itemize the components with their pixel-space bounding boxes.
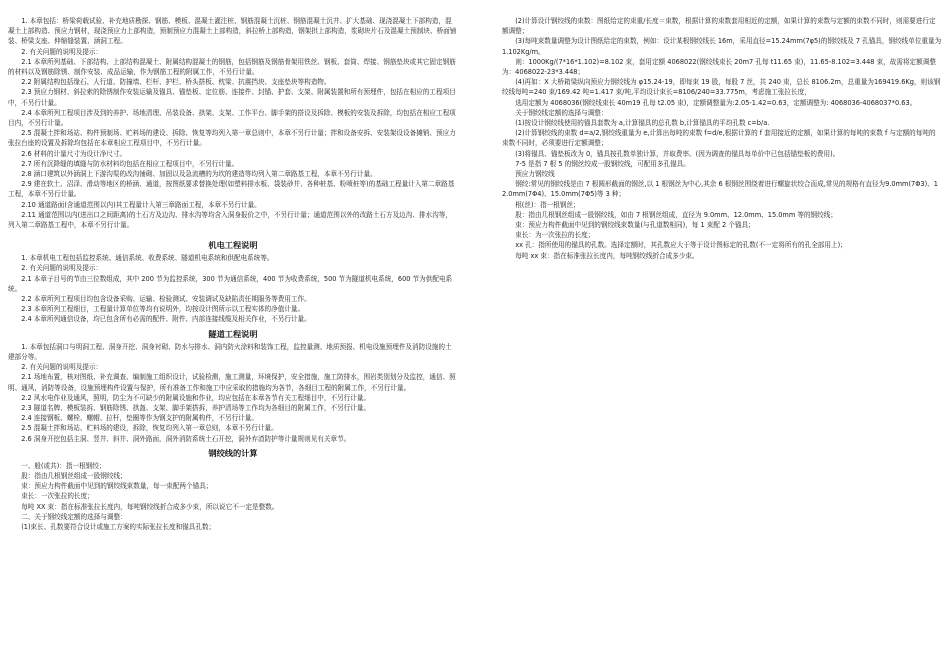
paragraph: 1. 本章包括洞口与明洞工程、洞身开挖、洞身衬砌、防水与排水、洞内防火涂料和装饰工程，监控量测、地质预报、机电设施预埋件及消防设施的土建部分等。	[8, 342, 452, 361]
paragraph: 2.6 洞身开挖包括主洞、竖井、斜井、洞外路面，洞外消防系统土石开挖，洞外弃渣防护等计量规则见有关章节。	[21, 434, 351, 443]
paragraph: 2.5 混凝土拌和场站、贮料场的建设，拆除，恢复均列入第一章总则，本章不另行计量。	[21, 424, 278, 433]
paragraph: (1)按设计钢绞线使用的锚具套数为 a,计算锚具的总孔数 b,计算锚具的平均孔数 c=b/a.	[515, 119, 770, 128]
paragraph: 2.5 混凝土拌和场站、构件预制场、贮料场的建设、拆除、恢复等均列入第一章总则中，本章不另行计量；拌和设备安拆、安装架设设备摊销、预应力张拉台座的设置及拆除均包括在本章相应工程项目中，不另行计量。	[8, 129, 456, 148]
paragraph: 2.2 风水电作业及通风，照明，防尘为不可缺少的附属设施和作业，均应包括在本章各节有关工程细目中，不另行计量。	[21, 393, 371, 402]
paragraph: 2.4 连接钢板、螺栓、螺帽、拉杆，垫圈等作为钢支护的附属构件，不另行计量。	[21, 414, 258, 423]
spacer	[8, 230, 458, 236]
paragraph: 2.1 本章子目号的节由三位数组成，其中 200 节为监控系统，300 节为通信系统，400 节为收费系统，500 节为隧道机电系统，600 节为供配电系统。	[8, 274, 453, 293]
paragraph: 2.8 涵口建筑以外涵洞上下游沟渠的改沟铺砌、加固以及急流槽的为坎的建造等均列入第二章路基工程，本章不另行计量。	[21, 170, 377, 179]
strand-notes	[8, 461, 458, 532]
paragraph: (3)每吨束数量调整为设计图纸给定的束数，例如：设计某根钢绞线长 16m，采用直径=15.24mm(7φ5)的钢绞线及 7 孔锚具，钢绞线单位重量为 1.102Kg/m。	[502, 37, 942, 56]
paragraph: 2.1 本章所列基础、下部结构、上部结构混凝土、附属结构混凝土的钢筋，包括钢筋及钢筋骨架用铁丝、钢板、套筒、焊接、钢筋垫块或其它固定钢筋的材料以及钢筋除锈、制作安装、成品运输，作为钢筋工程的附属工作，不另行计量。	[8, 57, 456, 77]
section-heading-tunnel: 隧道工程说明	[208, 328, 258, 339]
paragraph: 预应力钢绞线	[515, 170, 555, 179]
left-column	[8, 16, 458, 532]
paragraph: 7-5 是指 7 根 5 的钢丝绞成一股钢绞线，可配用多孔锚具。	[515, 159, 690, 168]
section-heading-mech: 机电工程说明	[208, 240, 258, 251]
paragraph: 1. 本章包括：桥梁荷载试验、补充地质勘探、钢筋、模板、混凝土灌注桩、钢筋混凝土沉桩、钢筋混凝土沉井、扩大基础、现浇混凝土下部构造，混凝土上部构造、预应力钢材，现浇预应力上部构造，预制预应力混凝土上部构造，斜拉桥上部构造，钢架拱上部构造，浆砌块片石及混凝土预制块、桥面铺装、桥梁支座、伸缩缝装置、涵洞工程。	[8, 17, 457, 46]
paragraph: (1)束长、孔数要符合设计或施工方案的实际张拉长度和锚具孔数；	[21, 522, 216, 531]
paragraph: 钢绞:常见的钢绞线是由 7 根圆形截面的钢丝,以 1 根钢丝为中心,其余 6 根钢丝围绕着进行螺旋状绞合而成,常见的规格有直径为9.0mm(7Φ3)、12.0mm(7Φ4)、15.0mm(7Φ5)等 3 种；	[502, 180, 938, 199]
paragraph: 2.2 本章所列工程项目均包含设备采购、运输、检验测试、安装调试及缺陷责任期服务等费用工作。	[21, 295, 311, 304]
paragraph: 关于钢绞线定额的选择与调整：	[515, 108, 608, 117]
paragraph: 则：1000Kg/(7*16*1.102)=8.102 束，套用定额 4068022(钢绞线束长 20m7 孔每 t11.65 束)，11.65-8.102=3.448 束，故需将定额调整为：4068022-23*3.448；	[502, 57, 936, 77]
tunnel-notes	[8, 342, 458, 444]
section-heading-strand: 钢绞线的计算	[208, 447, 258, 458]
paragraph: 根(丝)：指一根钢丝；	[515, 200, 580, 209]
paragraph: 一、般(或共)：指一根钢绞；	[21, 461, 106, 470]
paragraph: 束：预应力构件截面中见到的钢绞线束数量，每一束配两个锚具；	[21, 482, 213, 491]
paragraph: (2)计算钢绞线的束数 d=a/2,钢绞线重量为 e,计算出每吨的束数 f=d/e,根据计算的 f 套用接近的定额，如果计算的每吨的束数 f 与定额的每吨的束数不同时，必须要进行定额调整；	[502, 129, 936, 148]
paragraph: (2)计算设计钢绞线的束数：图纸给定的束重/长度＝束数，根据计算的束数套用相近的定额，如果计算的束数与定额的束数不同时，则需要进行定额调整；	[502, 17, 936, 36]
paragraph: 1. 本章机电工程包括监控系统、通信系统、收费系统、隧道机电系统和供配电系统等。	[21, 254, 274, 263]
paragraph: 2.10 通道路面(含通道范围以内)其工程量计入第三章路面工程，本章不另行计量。	[21, 200, 261, 209]
paragraph: 2.2 附属结构包括缘石、人行道、防撞墙、栏杆、护栏、桥头搭板、枕梁、抗震挡块、支座垫块等构造物。	[21, 78, 331, 87]
civil-works-notes	[8, 16, 458, 230]
paragraph: 2.6 材料的计量尺寸为设计净尺寸。	[21, 149, 127, 158]
paragraph: 2. 有关问题的说明及提示：	[21, 363, 103, 372]
paragraph: 2. 有关问题的说明及提示：	[21, 264, 103, 273]
paragraph: 2.4 本章所列通信设备，均已包含所有必需的配件、附件、内部连接线缆及相关作业，不另行计量。	[21, 315, 311, 324]
paragraph: 二、关于钢绞线定额的选择与调整：	[21, 512, 127, 521]
paragraph: 束长：为一次张拉的长度；	[515, 231, 595, 240]
paragraph: 2.3 本章所列工程细目，工程量计算单位等均有说明外，均按设计图所示以工程实体的净值计量。	[21, 305, 305, 314]
paragraph: 每吨 XX 束：指在标准张拉长度内，每吨钢绞线折合成多少束，所以说它不一定是整数。	[21, 502, 279, 511]
right-column	[502, 16, 942, 261]
paragraph: 2.3 隧道名牌、模板装拆、钢筋除锈、拱盔、支架、脚手架搭拆，养护清场等工作均为各细目的附属工作，不另行计量。	[21, 403, 371, 412]
paragraph: 股：指由几根钢丝组成一股钢绞线，如由 7 根钢丝组成，直径为 9.0mm、12.0mm、15.0mm 等的钢绞线；	[515, 210, 837, 219]
paragraph: 2.3 预应力钢材、斜拉索的除锈制作安装运输及锚具、锚垫板、定位筋、连接件、封锚、护套、支架、附属装置和所有预埋件，包括在相应的工程项目中，不另行计量。	[8, 88, 456, 107]
paragraph: 束长：一次张拉的长度；	[21, 492, 94, 501]
strand-calculation-notes	[502, 16, 942, 261]
paragraph: 选用定额为 4068036(钢绞线束长 40m19 孔每 t2.05 束)，定额调整量为:2.05-1.42=0.63，定额调整为: 4068036-4068037*0.63。	[515, 98, 917, 107]
paragraph: 2.1 场地布置，核对图纸、补充调查、编制施工组织设计，试验检测，施工测量，环境保护，安全措施，施工防排水，围岩类别划分及监控，通信、照明、通风，消防等设备，设施预埋构件设置与保护，所有准备工作和施工中应采取的措施均为各节，各细目工程的附属工作，不另行计量。	[8, 373, 456, 392]
paragraph: 2.4 本章所列工程项目涉及到的养护、场地清理、吊装设备、拱架、支架、工作平台、脚手架的搭设及拆除、模板的安装及拆除，均包括在相应工程项目内，不另行计量。	[8, 108, 456, 128]
paragraph: (3)将锚具、锚垫板改为 0，锚具按孔数单独计算，并取费率。(因为调查的锚具每单价中已包括锚垫板的费用)。	[515, 149, 840, 158]
paragraph: 股：指由几根钢丝组成一股钢绞线；	[21, 471, 127, 480]
paragraph: 每吨 xx 束：指在标准张拉长度内，每吨钢绞线折合成多少束。	[515, 251, 699, 260]
paragraph: 2.9 建在软土、沼泽、滑动等地区的桥涵、通道，按图纸要求替换处理(如塑料排水板、袋装砂井、各种桩基、粉喷桩等)的基础工程量计入第二章路基工程，本章不另行计量。	[8, 180, 455, 199]
paragraph: 2.7 所有沉降缝的填缝与防水材料均包括在相应工程项目中，不另行计量。	[21, 159, 239, 168]
paragraph: (4)再如：X 大桥箱梁纵向预应力钢绞线为 φ15.24-19，即每束 19 股，每股 7 丝，共 240 束，总长 8106.2m，总重量为169419.6Kg，则该钢绞线每吨=240 束/169.42 吨=1.417 束/吨,平均设计束长=8106/240=33.775m，考虑施工张拉长度，	[502, 78, 941, 97]
paragraph: xx 孔：指所使用的锚具的孔数。选择定额时，其孔数应大于等于设计图标定的孔数(不一定将所有的孔全部用上)；	[515, 241, 847, 250]
paragraph: 2. 有关问题的说明及提示：	[21, 47, 103, 56]
paragraph: 2.11 通道范围以内(进出口之间距离)的土石方及边沟、排水沟等均含入洞身报价之中，不另行计量；通道范围以外的改路土石方及边沟、排水沟等，列入第二章路基工程中，本章不另行计量。	[8, 210, 452, 230]
mech-notes	[8, 253, 458, 324]
paragraph: 束：预应力构件截面中见到的钢绞线束数量(与孔道数相同)，每 1 束配 2 个锚具；	[515, 221, 755, 230]
